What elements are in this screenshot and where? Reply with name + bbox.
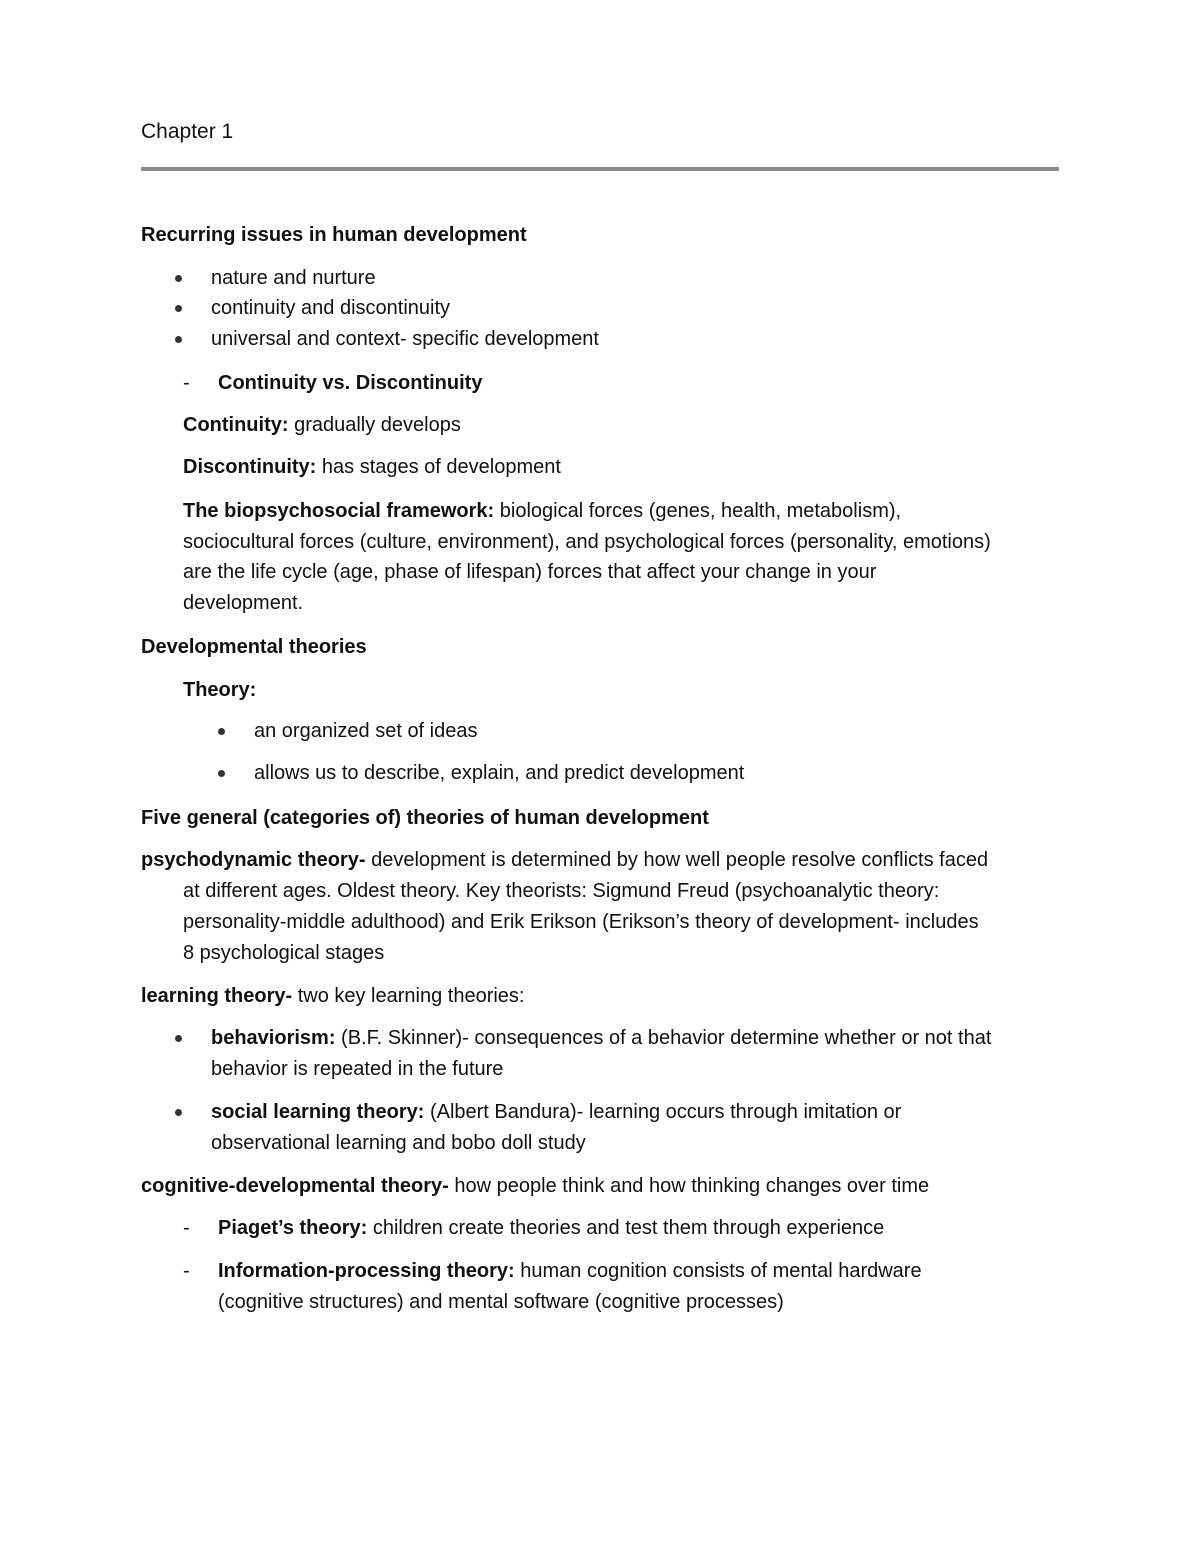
behaviorism-line: behavior is repeated in the future (211, 1058, 504, 1080)
term-label: Discontinuity: (183, 456, 317, 478)
term-text: two key learning theories: (292, 985, 525, 1007)
dash-marker: - (183, 1260, 190, 1282)
list-item: continuity and discontinuity (211, 297, 451, 319)
biopsych-line: sociocultural forces (culture, environment), and psychological forces (personality, emotions) (183, 531, 991, 553)
psychodynamic-line: personality-middle adulthood) and Erik Erikson (Erikson’s theory of development- includes (183, 911, 979, 933)
bullet-icon (175, 305, 182, 312)
term-text: biological forces (genes, health, metabolism), (494, 500, 902, 522)
term-label: cognitive-developmental theory- (141, 1175, 449, 1197)
psychodynamic-line: at different ages. Oldest theory. Key theorists: Sigmund Freud (psychoanalytic theory: (183, 880, 940, 902)
theory-label: Theory: (183, 679, 257, 701)
bullet-icon (218, 770, 225, 777)
term-text: gradually develops (288, 414, 461, 436)
bullet-icon (175, 336, 182, 343)
psychodynamic-line: 8 psychological stages (183, 942, 385, 964)
behaviorism-line (211, 1023, 991, 1054)
page-title: Chapter 1 (141, 120, 234, 143)
cognitive-line (141, 1171, 929, 1202)
biopsych-line: are the life cycle (age, phase of lifespan) forces that affect your change in your (183, 561, 877, 583)
term-label: Continuity: (183, 414, 289, 436)
term-text: children create theories and test them through experience (367, 1217, 885, 1239)
bullet-icon (175, 1109, 182, 1116)
term-text: (Albert Bandura)- learning occurs through imitation or (424, 1101, 902, 1123)
piaget-line (218, 1213, 884, 1244)
term-label: social learning theory: (211, 1101, 425, 1123)
term-label: behaviorism: (211, 1027, 336, 1049)
title-divider (141, 167, 1059, 171)
dash-marker: - (183, 372, 190, 394)
term-text: human cognition consists of mental hardware (514, 1260, 922, 1282)
social-learning-line: observational learning and bobo doll study (211, 1132, 586, 1154)
term-label: Information-processing theory: (218, 1260, 515, 1282)
continuity-definition (183, 410, 461, 441)
term-label: The biopsychosocial framework: (183, 500, 495, 522)
biopsych-line (183, 496, 901, 527)
biopsych-line: development. (183, 592, 304, 614)
list-item: universal and context- specific development (211, 328, 599, 350)
discontinuity-definition (183, 452, 561, 483)
term-text: (B.F. Skinner)- consequences of a behavior determine whether or not that (335, 1027, 992, 1049)
list-item: nature and nurture (211, 267, 376, 289)
developmental-heading: Developmental theories (141, 636, 367, 658)
list-item: an organized set of ideas (254, 720, 478, 742)
term-text: development is determined by how well people resolve conflicts faced (365, 849, 989, 871)
subheading-continuity: Continuity vs. Discontinuity (218, 372, 483, 394)
bullet-icon (175, 1035, 182, 1042)
info-processing-line (218, 1256, 922, 1287)
term-text: how people think and how thinking changes over time (448, 1175, 930, 1197)
info-processing-line: (cognitive structures) and mental software (cognitive processes) (218, 1291, 784, 1313)
dash-marker: - (183, 1217, 190, 1239)
learning-line (141, 981, 524, 1012)
social-learning-line (211, 1097, 901, 1128)
term-label: learning theory- (141, 985, 293, 1007)
bullet-icon (175, 275, 182, 282)
psychodynamic-line (141, 845, 988, 876)
bullet-icon (218, 728, 225, 735)
term-label: psychodynamic theory- (141, 849, 366, 871)
recurring-heading: Recurring issues in human development (141, 224, 527, 246)
five-theories-heading: Five general (categories of) theories of human development (141, 807, 709, 829)
term-text: has stages of development (316, 456, 561, 478)
term-label: Piaget’s theory: (218, 1217, 368, 1239)
list-item: allows us to describe, explain, and predict development (254, 762, 745, 784)
